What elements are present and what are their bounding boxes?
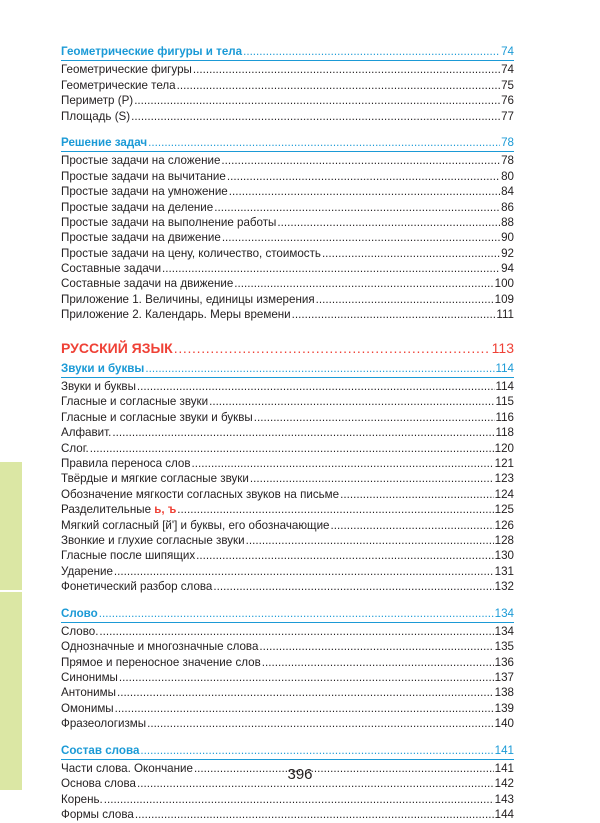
toc-label: Правила переноса слов — [61, 456, 191, 470]
toc-entry-title — [61, 502, 176, 517]
toc-label: Площадь (S) — [61, 109, 131, 123]
toc-page-number: 142 — [494, 777, 514, 791]
toc-label: Звонкие и глухие согласные звуки — [61, 533, 245, 547]
toc-entry[interactable] — [61, 807, 514, 822]
toc-page-number: 132 — [494, 580, 514, 594]
dot-leader — [140, 743, 493, 758]
section-gap — [61, 595, 514, 605]
toc-page-number: 123 — [494, 472, 514, 486]
toc-entry-title — [61, 292, 315, 307]
toc-label: Прямое и переносное значение слов — [61, 655, 261, 669]
toc-entry-title — [61, 624, 98, 639]
toc-page-number: 116 — [495, 410, 514, 424]
toc-page-number: 140 — [494, 717, 514, 731]
toc-page-number: 109 — [494, 292, 514, 306]
toc-page-number: 94 — [501, 262, 514, 276]
toc-label: Простые задачи на выполнение работы — [61, 215, 277, 229]
toc-page-number: 78 — [501, 154, 514, 168]
toc-entry-title — [61, 184, 228, 199]
toc-page-number: 114 — [495, 361, 514, 375]
section-heading[interactable] — [61, 743, 514, 760]
dot-leader — [229, 184, 500, 199]
toc-page-number: 92 — [501, 246, 514, 260]
toc-entry[interactable] — [61, 184, 514, 199]
toc-entry-title — [61, 307, 291, 322]
dot-leader — [262, 655, 494, 670]
toc-entry[interactable] — [61, 624, 514, 639]
toc-page-number: 113 — [491, 339, 514, 356]
toc-page-number: 121 — [494, 456, 514, 470]
toc-entry-title — [61, 685, 116, 700]
toc-entry[interactable] — [61, 93, 514, 108]
toc-page-number: 141 — [494, 762, 514, 776]
toc-entry[interactable] — [61, 716, 514, 731]
toc-page-number: 135 — [494, 640, 514, 654]
dot-leader — [135, 807, 494, 822]
dot-leader — [192, 456, 494, 471]
toc-label: Алфавит. — [61, 426, 112, 440]
dot-leader — [137, 379, 495, 394]
toc-label: Состав слова — [61, 743, 140, 757]
toc-entry-title — [61, 518, 330, 533]
toc-entry-title — [61, 456, 191, 471]
toc-label: Фонетический разбор слова — [61, 580, 213, 594]
toc-page-number: 125 — [494, 503, 514, 517]
toc-label: Гласные и согласные звуки и буквы — [61, 410, 253, 424]
toc-entry-title — [61, 394, 208, 409]
toc-page-number: 75 — [501, 78, 514, 92]
toc-entry[interactable] — [61, 487, 514, 502]
toc-label: Ударение — [61, 564, 113, 578]
toc-label: Слово. — [61, 624, 99, 638]
section-heading[interactable] — [61, 135, 514, 152]
toc-entry-title — [61, 533, 245, 548]
toc-entry-title — [61, 701, 114, 716]
page-number: 396 — [287, 766, 313, 783]
toc-page-number: 141 — [494, 743, 514, 757]
dot-leader — [213, 579, 493, 594]
toc-label: Синонимы — [61, 671, 118, 685]
dot-leader — [193, 62, 500, 77]
dot-leader — [115, 701, 494, 716]
toc-entry-title — [61, 246, 321, 261]
toc-entry[interactable] — [61, 502, 514, 517]
dot-leader — [177, 502, 493, 517]
dot-leader — [246, 533, 494, 548]
toc-page-number: 86 — [501, 200, 514, 214]
toc-entry[interactable] — [61, 685, 514, 700]
dot-leader — [234, 276, 493, 291]
toc-entry-title — [61, 276, 233, 291]
side-tab-upper — [0, 462, 22, 590]
toc-label: Составные задачи на движение — [61, 277, 234, 291]
toc-entry-title — [61, 261, 161, 276]
toc-page-number: 137 — [494, 671, 514, 685]
table-of-contents — [61, 43, 514, 823]
toc-page-number: 144 — [494, 808, 514, 822]
dot-leader — [90, 441, 494, 456]
toc-entry-title — [61, 441, 89, 456]
toc-label: Звуки и буквы — [61, 380, 136, 394]
section-heading[interactable] — [61, 44, 514, 61]
dot-leader — [222, 230, 500, 245]
toc-page-number: 136 — [494, 655, 514, 669]
dot-leader — [196, 548, 494, 563]
toc-entry[interactable] — [61, 792, 514, 807]
toc-page-number: 76 — [501, 94, 514, 108]
dot-leader — [174, 337, 491, 359]
toc-entry-title — [61, 564, 113, 579]
toc-entry[interactable] — [61, 394, 514, 409]
toc-label: Части слова. Окончание — [61, 762, 193, 776]
toc-label: Фразеологизмы — [61, 717, 147, 731]
toc-label: Твёрдые и мягкие согласные звуки — [61, 472, 249, 486]
toc-page-number: 111 — [496, 308, 514, 322]
subject-heading-title — [61, 337, 173, 359]
section-heading[interactable] — [61, 606, 514, 623]
toc-label: Обозначение мягкости согласных звуков на письме — [61, 487, 340, 501]
toc-entry[interactable] — [61, 579, 514, 594]
toc-entry[interactable] — [61, 215, 514, 230]
toc-page-number: 126 — [494, 518, 514, 532]
toc-entry-title — [61, 425, 111, 440]
toc-entry[interactable] — [61, 548, 514, 563]
dot-leader — [322, 246, 500, 261]
toc-entry-title — [61, 807, 134, 822]
dot-leader — [114, 564, 494, 579]
toc-page-number: 78 — [501, 135, 514, 149]
toc-label: Мягкий согласный [й'] и буквы, его обозначающие — [61, 518, 330, 532]
toc-entry[interactable] — [61, 518, 514, 533]
toc-entry[interactable] — [61, 410, 514, 425]
toc-label: Антонимы — [61, 686, 116, 700]
toc-entry-title — [61, 230, 221, 245]
toc-entry[interactable] — [61, 639, 514, 654]
toc-page-number: 74 — [501, 63, 514, 77]
toc-entry[interactable] — [61, 292, 514, 307]
toc-label: Простые задачи на умножение — [61, 185, 228, 199]
toc-page-number: 131 — [494, 564, 514, 578]
toc-page-number: 134 — [494, 606, 514, 620]
toc-entry[interactable] — [61, 379, 514, 394]
toc-label: Составные задачи — [61, 262, 162, 276]
toc-page-number: 134 — [494, 624, 514, 638]
toc-entry[interactable] — [61, 261, 514, 276]
toc-entry[interactable] — [61, 670, 514, 685]
toc-entry[interactable] — [61, 230, 514, 245]
dot-leader — [148, 135, 500, 150]
toc-page-number: 88 — [501, 215, 514, 229]
section-gap — [61, 124, 514, 134]
toc-entry-title — [61, 93, 133, 108]
toc-entry[interactable] — [61, 564, 514, 579]
toc-entry-title — [61, 716, 146, 731]
dot-leader — [214, 200, 500, 215]
toc-page-number: 77 — [501, 109, 514, 123]
toc-label: Простые задачи на цену, количество, стоимость — [61, 246, 321, 260]
toc-label: Решение задач — [61, 135, 148, 149]
toc-label: Звуки и буквы — [61, 361, 145, 375]
toc-entry-title — [61, 471, 249, 486]
section-heading-title — [61, 606, 98, 621]
toc-page-number: 80 — [501, 169, 514, 183]
toc-label: РУССКИЙ ЯЗЫК — [61, 339, 173, 356]
section-heading[interactable] — [61, 361, 514, 378]
dot-leader — [331, 518, 494, 533]
toc-label: Простые задачи на вычитание — [61, 169, 226, 183]
toc-label: Простые задачи на движение — [61, 231, 221, 245]
toc-entry-title — [61, 639, 258, 654]
toc-label-letters: ь, ъ — [154, 503, 177, 517]
toc-entry[interactable] — [61, 655, 514, 670]
toc-label: Геометрические фигуры — [61, 63, 192, 77]
toc-entry-title — [61, 200, 213, 215]
toc-entry[interactable] — [61, 169, 514, 184]
toc-entry[interactable] — [61, 701, 514, 716]
toc-entry-title — [61, 78, 176, 93]
dot-leader — [131, 109, 500, 124]
dot-leader — [277, 215, 500, 230]
toc-label: Однозначные и многозначные слова — [61, 640, 259, 654]
dot-leader — [162, 261, 500, 276]
dot-leader — [99, 606, 494, 621]
toc-entry-title — [61, 655, 261, 670]
toc-label: Геометрические фигуры и тела — [61, 45, 243, 58]
toc-entry-title — [61, 548, 195, 563]
section-heading-title — [61, 135, 147, 150]
toc-label: Разделительные — [61, 503, 152, 517]
dot-leader — [112, 425, 494, 440]
toc-label: Слог. — [61, 441, 89, 455]
dot-leader — [292, 307, 496, 322]
dot-leader — [134, 93, 500, 108]
toc-label: Корень. — [61, 792, 103, 806]
toc-page-number: 128 — [494, 533, 514, 547]
toc-page-number: 143 — [494, 792, 514, 806]
toc-page-number: 130 — [494, 549, 514, 563]
toc-page-number: 124 — [494, 487, 514, 501]
section-gap — [61, 732, 514, 742]
toc-entry-title — [61, 579, 212, 594]
toc-entry[interactable] — [61, 246, 514, 261]
toc-page-number: 139 — [494, 701, 514, 715]
toc-label: Формы слова — [61, 808, 134, 822]
toc-entry-title — [61, 62, 192, 77]
dot-leader — [147, 716, 494, 731]
toc-entry-title — [61, 109, 130, 124]
dot-leader — [259, 639, 493, 654]
dot-leader — [340, 487, 494, 502]
toc-entry-title — [61, 670, 118, 685]
toc-page-number: 138 — [494, 686, 514, 700]
subject-heading[interactable] — [61, 337, 514, 359]
toc-entry[interactable] — [61, 441, 514, 456]
dot-leader — [209, 394, 494, 409]
toc-entry[interactable] — [61, 425, 514, 440]
toc-page-number: 114 — [495, 380, 514, 394]
toc-label: Геометрические тела — [61, 78, 176, 92]
dot-leader — [145, 361, 494, 376]
toc-page-number: 90 — [501, 231, 514, 245]
toc-page-number: 84 — [501, 185, 514, 199]
dot-leader — [227, 169, 500, 184]
section-heading-title — [61, 44, 242, 59]
toc-page-number: 74 — [501, 45, 514, 58]
toc-label: Простые задачи на деление — [61, 200, 214, 214]
dot-leader — [316, 292, 494, 307]
toc-page-number: 100 — [494, 277, 514, 291]
toc-entry[interactable] — [61, 109, 514, 124]
toc-entry[interactable] — [61, 78, 514, 93]
toc-entry-title — [61, 169, 226, 184]
toc-label: Приложение 1. Величины, единицы измерения — [61, 292, 315, 306]
dot-leader — [221, 153, 500, 168]
toc-entry[interactable] — [61, 471, 514, 486]
toc-entry-title — [61, 487, 339, 502]
toc-entry[interactable] — [61, 153, 514, 168]
toc-label: Гласные после шипящих — [61, 549, 196, 563]
toc-label: Приложение 2. Календарь. Меры времени — [61, 308, 291, 322]
toc-page-number: 118 — [495, 426, 514, 440]
dot-leader — [243, 44, 500, 59]
toc-entry-title — [61, 379, 136, 394]
toc-entry[interactable] — [61, 62, 514, 77]
toc-label: Омонимы — [61, 701, 114, 715]
toc-entry-title — [61, 410, 253, 425]
toc-label: Простые задачи на сложение — [61, 154, 221, 168]
toc-page-number: 115 — [495, 395, 514, 409]
toc-label: Гласные и согласные звуки — [61, 395, 209, 409]
dot-leader — [119, 670, 494, 685]
dot-leader — [99, 624, 493, 639]
toc-label: Периметр (P) — [61, 94, 134, 108]
dot-leader — [117, 685, 494, 700]
toc-entry[interactable] — [61, 276, 514, 291]
dot-leader — [254, 410, 495, 425]
toc-entry-title — [61, 215, 276, 230]
toc-entry-title — [61, 153, 220, 168]
section-heading-title — [61, 361, 144, 376]
section-heading-title — [61, 743, 139, 758]
toc-entry[interactable] — [61, 533, 514, 548]
toc-page-number: 120 — [494, 441, 514, 455]
toc-entry[interactable] — [61, 200, 514, 215]
toc-entry[interactable] — [61, 456, 514, 471]
toc-label: Основа слова — [61, 777, 136, 791]
toc-entry[interactable] — [61, 307, 514, 322]
side-tab-lower — [0, 592, 22, 790]
dot-leader — [250, 471, 494, 486]
toc-label: Слово — [61, 606, 98, 620]
dot-leader — [177, 78, 500, 93]
